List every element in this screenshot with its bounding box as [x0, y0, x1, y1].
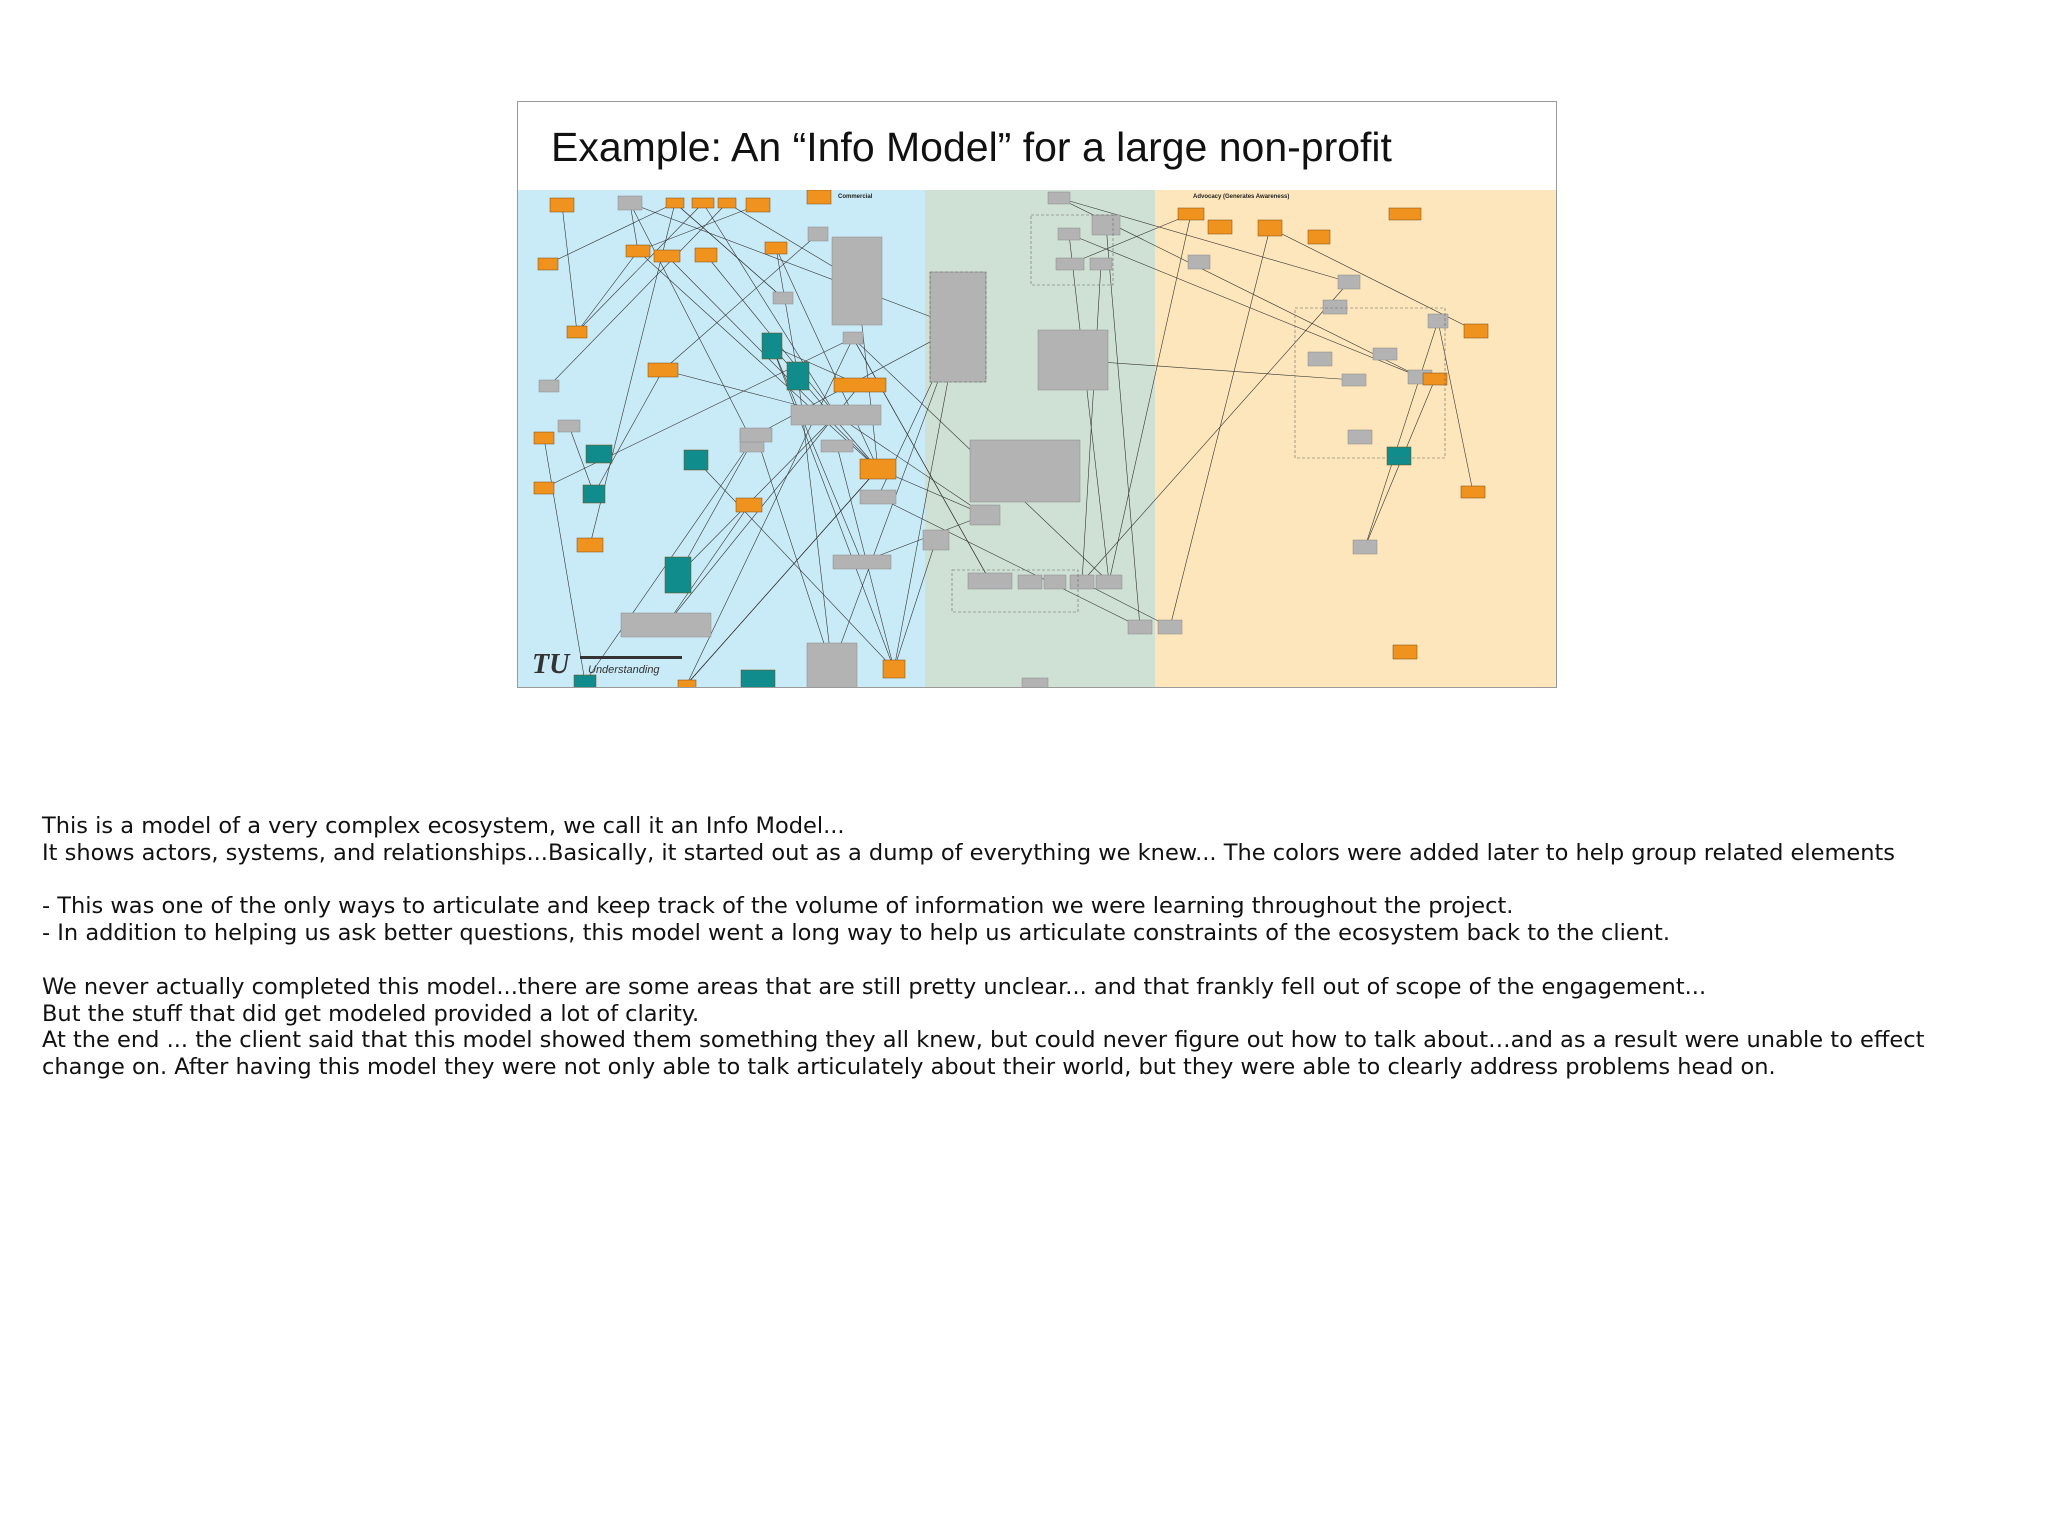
diagram-node — [791, 405, 881, 425]
diagram-node — [648, 363, 678, 377]
diagram-node — [577, 538, 603, 552]
diagram-node — [1044, 575, 1066, 589]
diagram-node — [1058, 228, 1080, 240]
diagram-node — [1423, 373, 1447, 385]
svg-text:TU: TU — [532, 649, 570, 680]
slide-title: Example: An “Info Model” for a large non-profit — [551, 124, 1392, 170]
diagram-node — [883, 660, 905, 678]
diagram-node — [678, 680, 696, 687]
diagram-node — [534, 432, 554, 444]
info-model-image — [518, 190, 1556, 687]
diagram-node — [1038, 330, 1108, 390]
diagram-node — [1056, 258, 1084, 270]
diagram-node — [736, 498, 762, 512]
diagram-node — [1353, 540, 1377, 554]
diagram-node — [1461, 486, 1485, 498]
diagram-node — [741, 670, 775, 687]
notes-line: - In addition to helping us ask better questions, this model went a long way to help us articulate constraints of the ecosystem back to the client. — [42, 920, 1671, 947]
diagram-node — [765, 242, 787, 254]
diagram-node — [1373, 348, 1397, 360]
notes-spacer — [42, 867, 2032, 894]
diagram-node — [550, 198, 574, 212]
diagram-node — [1208, 220, 1232, 234]
diagram-node — [1389, 208, 1421, 220]
diagram-node — [746, 198, 770, 212]
diagram-node — [1308, 352, 1332, 366]
diagram-node — [762, 333, 782, 359]
diagram-node — [740, 428, 772, 442]
diagram-node — [1090, 258, 1112, 270]
diagram-node — [684, 450, 708, 470]
diagram-node — [1096, 575, 1122, 589]
slide-thumbnail — [517, 101, 1557, 688]
notes-line: - This was one of the only ways to articulate and keep track of the volume of information we were learning throughout the project. — [42, 893, 1514, 920]
diagram-node — [833, 555, 891, 569]
diagram-node — [567, 326, 587, 338]
diagram-node — [832, 237, 882, 325]
diagram-node — [970, 440, 1080, 502]
speaker-notes — [42, 813, 2032, 1081]
diagram-node — [1338, 275, 1360, 289]
notes-line: At the end ... the client said that this model showed them something they all knew, but could never figure out how to talk about…and as a result were unable to effect — [42, 1027, 1925, 1054]
diagram-node — [718, 198, 736, 208]
diagram-node — [665, 557, 691, 593]
diagram-node — [1018, 575, 1042, 589]
diagram-node — [618, 196, 642, 210]
diagram-node — [923, 530, 949, 550]
diagram-node — [860, 459, 896, 479]
diagram-node — [1393, 645, 1417, 659]
diagram-node — [574, 675, 596, 687]
diagram-node — [1323, 300, 1347, 314]
notes-spacer — [42, 947, 2032, 974]
diagram-node — [807, 643, 857, 687]
diagram-node — [539, 380, 559, 392]
diagram-node — [534, 482, 554, 494]
diagram-node — [834, 378, 886, 392]
notes-line: It shows actors, systems, and relationships...Basically, it started out as a dump of everything we knew... The colors were added later to help group related elements — [42, 839, 1896, 866]
diagram-node — [654, 250, 680, 262]
middle-region — [925, 190, 1155, 687]
notes-line: This is a model of a very complex ecosystem, we call it an Info Model... — [42, 813, 845, 839]
region-label-advocacy: Advocacy (Generates Awareness) — [1193, 194, 1290, 200]
diagram-node — [666, 198, 684, 208]
diagram-node — [1188, 255, 1210, 269]
diagram-node — [1387, 447, 1411, 465]
diagram-node — [1342, 374, 1366, 386]
notes-line: But the stuff that did get modeled provided a lot of clarity. — [42, 1000, 700, 1027]
diagram-node — [626, 245, 650, 257]
diagram-node — [787, 362, 809, 390]
diagram-node — [930, 272, 986, 382]
logo-wordmark: Understanding — [588, 664, 660, 676]
diagram-node — [843, 332, 863, 344]
diagram-node — [1048, 192, 1070, 204]
diagram-node — [695, 248, 717, 262]
diagram-node — [860, 490, 896, 504]
diagram-node — [1158, 620, 1182, 634]
diagram-node — [1308, 230, 1330, 244]
diagram-node — [1092, 215, 1120, 235]
diagram-node — [692, 198, 714, 208]
diagram-node — [1070, 575, 1094, 589]
diagram-node — [558, 420, 580, 432]
diagram-node — [821, 440, 853, 452]
info-model-diagram — [518, 190, 1556, 687]
diagram-node — [808, 227, 828, 241]
diagram-node — [773, 292, 793, 304]
notes-line: change on. After having this model they were not only able to talk articulately about their world, but they were able to clearly address problems head on. — [42, 1054, 1776, 1081]
diagram-node — [621, 613, 711, 637]
diagram-node — [1178, 208, 1204, 220]
diagram-node — [586, 445, 612, 463]
diagram-node — [583, 485, 605, 503]
diagram-node — [968, 573, 1012, 589]
diagram-node — [970, 505, 1000, 525]
diagram-node — [538, 258, 558, 270]
diagram-node — [807, 190, 831, 204]
diagram-node — [1022, 678, 1048, 687]
diagram-node — [1464, 324, 1488, 338]
notes-line: We never actually completed this model...there are some areas that are still pretty unclear... and that frankly fell out of scope of the engagement... — [42, 973, 1707, 1000]
region-label-commercial: Commercial — [838, 194, 873, 200]
diagram-node — [1258, 220, 1282, 236]
diagram-node — [1128, 620, 1152, 634]
diagram-node — [1348, 430, 1372, 444]
